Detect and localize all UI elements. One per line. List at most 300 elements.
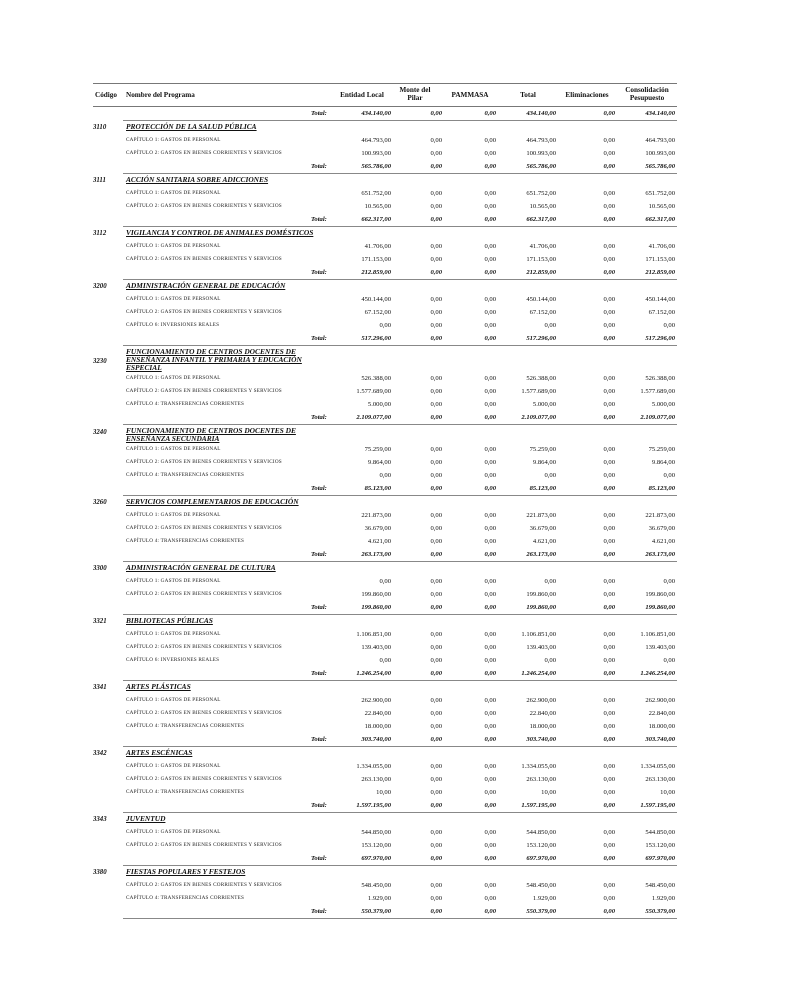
total-value: 651.752,00 xyxy=(526,190,556,197)
entidad-local-value: 199.860,00 xyxy=(361,604,391,611)
pammasa-value: 0,00 xyxy=(484,525,496,532)
chapter-label: CAPÍTULO 1: GASTOS DE PERSONAL xyxy=(126,578,221,584)
entidad-local-value: 221.873,00 xyxy=(361,512,391,519)
consolidacion-value: 171.153,00 xyxy=(645,256,675,263)
consolidacion-value: 221.873,00 xyxy=(645,512,675,519)
entidad-local-value: 10.565,00 xyxy=(364,203,391,210)
entidad-local-value: 526.388,00 xyxy=(361,375,391,382)
total-value: 100.993,00 xyxy=(526,150,556,157)
program-total-row xyxy=(123,667,677,680)
pammasa-value: 0,00 xyxy=(484,309,496,316)
entidad-local-value: 697.970,00 xyxy=(361,855,391,862)
program-code: 3200 xyxy=(93,283,107,290)
consolidacion-value: 2.109.077,00 xyxy=(640,414,675,421)
total-value: 548.450,00 xyxy=(526,882,556,889)
chapter-row xyxy=(123,628,677,641)
eliminaciones-value: 0,00 xyxy=(603,110,615,117)
program-code: 3230 xyxy=(93,358,107,365)
entidad-local-value: 517.296,00 xyxy=(361,335,391,342)
program-name: ACCIÓN SANITARIA SOBRE ADICCIONES xyxy=(126,175,269,184)
total-value: 199.860,00 xyxy=(526,604,556,611)
eliminaciones-value: 0,00 xyxy=(603,472,615,479)
chapter-row xyxy=(123,786,677,799)
entidad-local-value: 1.334.055,00 xyxy=(356,763,391,770)
eliminaciones-value: 0,00 xyxy=(603,163,615,170)
total-value: 544.850,00 xyxy=(526,829,556,836)
chapter-label: CAPÍTULO 2: GASTOS EN BIENES CORRIENTES Y SERVICIOS xyxy=(126,644,282,650)
program-name: VIGILANCIA Y CONTROL DE ANIMALES DOMÉSTICOS xyxy=(126,228,314,237)
eliminaciones-value: 0,00 xyxy=(603,631,615,638)
entidad-local-value: 139.403,00 xyxy=(361,644,391,651)
total-value: 1.929,00 xyxy=(532,895,556,902)
chapter-row xyxy=(123,306,677,319)
table-header xyxy=(93,83,677,107)
pammasa-value: 0,00 xyxy=(484,631,496,638)
program-section xyxy=(93,812,677,865)
consolidacion-value: 548.450,00 xyxy=(645,882,675,889)
monte-pilar-value: 0,00 xyxy=(430,763,442,770)
consolidacion-value: 263.173,00 xyxy=(645,551,675,558)
eliminaciones-value: 0,00 xyxy=(603,296,615,303)
pammasa-value: 0,00 xyxy=(484,723,496,730)
program-name: BIBLIOTECAS PÚBLICAS xyxy=(126,616,213,625)
consolidacion-value: 0,00 xyxy=(663,657,675,664)
chapter-label: CAPÍTULO 2: GASTOS EN BIENES CORRIENTES Y SERVICIOS xyxy=(126,525,282,531)
program-header xyxy=(93,227,677,240)
consolidacion-value: 10.565,00 xyxy=(648,203,675,210)
program-code: 3341 xyxy=(93,684,107,691)
total-value: 139.403,00 xyxy=(526,644,556,651)
eliminaciones-value: 0,00 xyxy=(603,723,615,730)
consolidacion-value: 450.144,00 xyxy=(645,296,675,303)
total-label: Total: xyxy=(311,110,327,117)
chapter-row xyxy=(123,641,677,654)
programs-list xyxy=(93,120,677,919)
pammasa-value: 0,00 xyxy=(484,296,496,303)
program-total-row xyxy=(123,411,677,424)
program-section xyxy=(93,345,677,424)
eliminaciones-value: 0,00 xyxy=(603,855,615,862)
monte-pilar-value: 0,00 xyxy=(430,631,442,638)
consolidacion-value: 697.970,00 xyxy=(645,855,675,862)
total-value: 10,00 xyxy=(541,789,556,796)
monte-pilar-value: 0,00 xyxy=(430,829,442,836)
program-header xyxy=(93,280,677,293)
pammasa-value: 0,00 xyxy=(484,710,496,717)
total-value: 212.859,00 xyxy=(526,269,556,276)
header-eliminaciones: Eliminaciones xyxy=(565,91,609,99)
eliminaciones-value: 0,00 xyxy=(603,512,615,519)
entidad-local-value: 2.109.077,00 xyxy=(356,414,391,421)
eliminaciones-value: 0,00 xyxy=(603,335,615,342)
consolidacion-value: 1.246.254,00 xyxy=(640,670,675,677)
consolidacion-value: 0,00 xyxy=(663,322,675,329)
pammasa-value: 0,00 xyxy=(484,163,496,170)
chapter-label: CAPÍTULO 2: GASTOS EN BIENES CORRIENTES Y SERVICIOS xyxy=(126,309,282,315)
program-header xyxy=(93,681,677,694)
pammasa-value: 0,00 xyxy=(484,895,496,902)
program-header xyxy=(93,866,677,879)
eliminaciones-value: 0,00 xyxy=(603,446,615,453)
consolidacion-value: 5.000,00 xyxy=(651,401,675,408)
pammasa-value: 0,00 xyxy=(484,446,496,453)
entidad-local-value: 544.850,00 xyxy=(361,829,391,836)
entidad-local-value: 0,00 xyxy=(379,472,391,479)
chapter-label: CAPÍTULO 4: TRANSFERENCIAS CORRIENTES xyxy=(126,895,245,901)
pammasa-value: 0,00 xyxy=(484,591,496,598)
total-value: 450.144,00 xyxy=(526,296,556,303)
program-code: 3300 xyxy=(93,565,107,572)
program-section xyxy=(93,680,677,746)
program-name: ADMINISTRACIÓN GENERAL DE CULTURA xyxy=(126,563,276,572)
pammasa-value: 0,00 xyxy=(484,375,496,382)
budget-report xyxy=(93,83,677,919)
chapter-row xyxy=(123,456,677,469)
entidad-local-value: 263.173,00 xyxy=(361,551,391,558)
entidad-local-value: 100.993,00 xyxy=(361,150,391,157)
entidad-local-value: 303.740,00 xyxy=(361,736,391,743)
chapter-row xyxy=(123,879,677,892)
eliminaciones-value: 0,00 xyxy=(603,538,615,545)
chapter-label: CAPÍTULO 1: GASTOS DE PERSONAL xyxy=(126,763,221,769)
total-value: 517.296,00 xyxy=(526,335,556,342)
chapter-label: CAPÍTULO 1: GASTOS DE PERSONAL xyxy=(126,829,221,835)
consolidacion-value: 651.752,00 xyxy=(645,190,675,197)
program-name: ARTES PLÁSTICAS xyxy=(126,682,191,691)
total-value: 36.679,00 xyxy=(529,525,556,532)
monte-pilar-value: 0,00 xyxy=(430,551,442,558)
chapter-row xyxy=(123,509,677,522)
chapter-label: CAPÍTULO 1: GASTOS DE PERSONAL xyxy=(126,512,221,518)
eliminaciones-value: 0,00 xyxy=(603,776,615,783)
program-code: 3110 xyxy=(93,124,107,131)
pammasa-value: 0,00 xyxy=(484,414,496,421)
total-label: Total: xyxy=(311,855,327,862)
pammasa-value: 0,00 xyxy=(484,882,496,889)
pammasa-value: 0,00 xyxy=(484,512,496,519)
chapter-row xyxy=(123,134,677,147)
total-value: 0,00 xyxy=(544,322,556,329)
chapter-label: CAPÍTULO 2: GASTOS EN BIENES CORRIENTES Y SERVICIOS xyxy=(126,776,282,782)
total-label: Total: xyxy=(311,216,327,223)
entidad-local-value: 5.000,00 xyxy=(367,401,391,408)
total-value: 464.793,00 xyxy=(526,137,556,144)
header-program-name: Nombre del Programa xyxy=(126,91,195,99)
program-name: FUNCIONAMIENTO DE CENTROS DOCENTES DE ENSEÑANZA INFANTIL Y PRIMARIA Y EDUCACIÓN ESPECIAL xyxy=(126,347,302,372)
program-code: 3343 xyxy=(93,816,107,823)
total-value: 85.123,00 xyxy=(529,485,556,492)
program-total-row xyxy=(123,905,677,918)
monte-pilar-value: 0,00 xyxy=(430,269,442,276)
eliminaciones-value: 0,00 xyxy=(603,710,615,717)
header-entidad-local: Entidad Local xyxy=(340,91,384,99)
consolidacion-value: 22.840,00 xyxy=(648,710,675,717)
consolidacion-value: 41.706,00 xyxy=(648,243,675,250)
program-total-row xyxy=(123,799,677,812)
chapter-label: CAPÍTULO 2: GASTOS EN BIENES CORRIENTES Y SERVICIOS xyxy=(126,591,282,597)
entidad-local-value: 565.786,00 xyxy=(361,163,391,170)
consolidacion-value: 262.900,00 xyxy=(645,697,675,704)
chapter-row xyxy=(123,720,677,733)
pammasa-value: 0,00 xyxy=(484,644,496,651)
eliminaciones-value: 0,00 xyxy=(603,190,615,197)
pammasa-value: 0,00 xyxy=(484,551,496,558)
program-code: 3112 xyxy=(93,230,107,237)
monte-pilar-value: 0,00 xyxy=(430,842,442,849)
pammasa-value: 0,00 xyxy=(484,776,496,783)
monte-pilar-value: 0,00 xyxy=(430,446,442,453)
chapter-label: CAPÍTULO 2: GASTOS EN BIENES CORRIENTES Y SERVICIOS xyxy=(126,150,282,156)
table-bottom-border xyxy=(123,918,677,919)
entidad-local-value: 0,00 xyxy=(379,322,391,329)
chapter-label: CAPÍTULO 1: GASTOS DE PERSONAL xyxy=(126,375,221,381)
monte-pilar-value: 0,00 xyxy=(430,525,442,532)
total-value: 2.109.077,00 xyxy=(521,414,556,421)
monte-pilar-value: 0,00 xyxy=(430,710,442,717)
program-header xyxy=(93,425,677,443)
monte-pilar-value: 0,00 xyxy=(430,459,442,466)
chapter-row xyxy=(123,253,677,266)
entidad-local-value: 1.106.851,00 xyxy=(356,631,391,638)
eliminaciones-value: 0,00 xyxy=(603,401,615,408)
program-total-row xyxy=(123,332,677,345)
entidad-local-value: 263.130,00 xyxy=(361,776,391,783)
monte-pilar-value: 0,00 xyxy=(430,697,442,704)
consolidacion-value: 1.597.195,00 xyxy=(640,802,675,809)
consolidacion-value: 18.000,00 xyxy=(648,723,675,730)
total-label: Total: xyxy=(311,604,327,611)
chapter-row xyxy=(123,200,677,213)
chapter-label: CAPÍTULO 1: GASTOS DE PERSONAL xyxy=(126,631,221,637)
pammasa-value: 0,00 xyxy=(484,243,496,250)
header-code: Código xyxy=(95,91,117,99)
entidad-local-value: 434.140,00 xyxy=(361,110,391,117)
program-name: PROTECCIÓN DE LA SALUD PÚBLICA xyxy=(126,122,257,131)
chapter-row xyxy=(123,147,677,160)
monte-pilar-value: 0,00 xyxy=(430,882,442,889)
pammasa-value: 0,00 xyxy=(484,604,496,611)
program-header xyxy=(93,346,677,372)
program-header xyxy=(93,615,677,628)
monte-pilar-value: 0,00 xyxy=(430,802,442,809)
pammasa-value: 0,00 xyxy=(484,829,496,836)
entidad-local-value: 212.859,00 xyxy=(361,269,391,276)
total-value: 550.379,00 xyxy=(526,908,556,915)
chapter-row xyxy=(123,760,677,773)
program-header xyxy=(93,121,677,134)
monte-pilar-value: 0,00 xyxy=(430,538,442,545)
entidad-local-value: 550.379,00 xyxy=(361,908,391,915)
total-value: 199.860,00 xyxy=(526,591,556,598)
total-value: 0,00 xyxy=(544,472,556,479)
monte-pilar-value: 0,00 xyxy=(430,776,442,783)
program-total-row xyxy=(123,213,677,226)
eliminaciones-value: 0,00 xyxy=(603,388,615,395)
total-value: 221.873,00 xyxy=(526,512,556,519)
pammasa-value: 0,00 xyxy=(484,216,496,223)
program-section xyxy=(93,746,677,812)
monte-pilar-value: 0,00 xyxy=(430,604,442,611)
consolidacion-value: 544.850,00 xyxy=(645,829,675,836)
carry-total-row xyxy=(93,107,677,120)
chapter-row xyxy=(123,240,677,253)
entidad-local-value: 9.864,00 xyxy=(367,459,391,466)
monte-pilar-value: 0,00 xyxy=(430,472,442,479)
entidad-local-value: 0,00 xyxy=(379,578,391,585)
eliminaciones-value: 0,00 xyxy=(603,309,615,316)
program-section xyxy=(93,120,677,173)
pammasa-value: 0,00 xyxy=(484,335,496,342)
eliminaciones-value: 0,00 xyxy=(603,551,615,558)
eliminaciones-value: 0,00 xyxy=(603,269,615,276)
header-monte-pilar: Monte del Pilar xyxy=(399,86,431,102)
program-total-row xyxy=(123,482,677,495)
chapter-label: CAPÍTULO 4: TRANSFERENCIAS CORRIENTES xyxy=(126,723,245,729)
total-value: 434.140,00 xyxy=(526,110,556,117)
entidad-local-value: 1.577.689,00 xyxy=(356,388,391,395)
eliminaciones-value: 0,00 xyxy=(603,578,615,585)
monte-pilar-value: 0,00 xyxy=(430,723,442,730)
eliminaciones-value: 0,00 xyxy=(603,829,615,836)
total-label: Total: xyxy=(311,670,327,677)
total-value: 9.864,00 xyxy=(532,459,556,466)
chapter-row xyxy=(123,398,677,411)
consolidacion-value: 464.793,00 xyxy=(645,137,675,144)
entidad-local-value: 67.152,00 xyxy=(364,309,391,316)
pammasa-value: 0,00 xyxy=(484,736,496,743)
monte-pilar-value: 0,00 xyxy=(430,216,442,223)
total-label: Total: xyxy=(311,908,327,915)
program-header xyxy=(93,813,677,826)
monte-pilar-value: 0,00 xyxy=(430,309,442,316)
program-total-row xyxy=(123,548,677,561)
monte-pilar-value: 0,00 xyxy=(430,110,442,117)
chapter-row xyxy=(123,826,677,839)
monte-pilar-value: 0,00 xyxy=(430,895,442,902)
program-code: 3111 xyxy=(93,177,106,184)
eliminaciones-value: 0,00 xyxy=(603,322,615,329)
pammasa-value: 0,00 xyxy=(484,472,496,479)
pammasa-value: 0,00 xyxy=(484,137,496,144)
consolidacion-value: 434.140,00 xyxy=(645,110,675,117)
monte-pilar-value: 0,00 xyxy=(430,644,442,651)
consolidacion-value: 1.106.851,00 xyxy=(640,631,675,638)
monte-pilar-value: 0,00 xyxy=(430,190,442,197)
eliminaciones-value: 0,00 xyxy=(603,485,615,492)
pammasa-value: 0,00 xyxy=(484,150,496,157)
chapter-label: CAPÍTULO 4: TRANSFERENCIAS CORRIENTES xyxy=(126,538,245,544)
eliminaciones-value: 0,00 xyxy=(603,216,615,223)
entidad-local-value: 464.793,00 xyxy=(361,137,391,144)
entidad-local-value: 171.153,00 xyxy=(361,256,391,263)
program-total-row xyxy=(123,733,677,746)
program-section xyxy=(93,173,677,226)
total-value: 0,00 xyxy=(544,657,556,664)
chapter-row xyxy=(123,319,677,332)
chapter-label: CAPÍTULO 6: INVERSIONES REALES xyxy=(126,657,220,663)
entidad-local-value: 1.597.195,00 xyxy=(356,802,391,809)
eliminaciones-value: 0,00 xyxy=(603,763,615,770)
program-name: JUVENTUD xyxy=(126,814,166,823)
consolidacion-value: 85.123,00 xyxy=(648,485,675,492)
program-section xyxy=(93,226,677,279)
consolidacion-value: 1.577.689,00 xyxy=(640,388,675,395)
chapter-label: CAPÍTULO 1: GASTOS DE PERSONAL xyxy=(126,296,221,302)
total-value: 67.152,00 xyxy=(529,309,556,316)
program-code: 3240 xyxy=(93,429,107,436)
eliminaciones-value: 0,00 xyxy=(603,908,615,915)
pammasa-value: 0,00 xyxy=(484,842,496,849)
pammasa-value: 0,00 xyxy=(484,203,496,210)
consolidacion-value: 36.679,00 xyxy=(648,525,675,532)
total-value: 303.740,00 xyxy=(526,736,556,743)
monte-pilar-value: 0,00 xyxy=(430,150,442,157)
entidad-local-value: 41.706,00 xyxy=(364,243,391,250)
program-code: 3380 xyxy=(93,869,107,876)
header-pammasa: PAMMASA xyxy=(451,91,489,99)
eliminaciones-value: 0,00 xyxy=(603,697,615,704)
chapter-row xyxy=(123,839,677,852)
chapter-row xyxy=(123,694,677,707)
consolidacion-value: 9.864,00 xyxy=(651,459,675,466)
eliminaciones-value: 0,00 xyxy=(603,150,615,157)
pammasa-value: 0,00 xyxy=(484,763,496,770)
pammasa-value: 0,00 xyxy=(484,855,496,862)
chapter-row xyxy=(123,707,677,720)
consolidacion-value: 0,00 xyxy=(663,472,675,479)
total-value: 4.621,00 xyxy=(532,538,556,545)
chapter-row xyxy=(123,892,677,905)
entidad-local-value: 10,00 xyxy=(376,789,391,796)
program-name: ARTES ESCÉNICAS xyxy=(126,748,193,757)
program-section xyxy=(93,561,677,614)
total-value: 22.840,00 xyxy=(529,710,556,717)
eliminaciones-value: 0,00 xyxy=(603,895,615,902)
program-section xyxy=(93,495,677,561)
program-header xyxy=(93,747,677,760)
program-total-row xyxy=(123,601,677,614)
eliminaciones-value: 0,00 xyxy=(603,670,615,677)
pammasa-value: 0,00 xyxy=(484,670,496,677)
pammasa-value: 0,00 xyxy=(484,401,496,408)
program-total-row xyxy=(123,160,677,173)
chapter-row xyxy=(123,588,677,601)
total-value: 263.173,00 xyxy=(526,551,556,558)
chapter-label: CAPÍTULO 4: TRANSFERENCIAS CORRIENTES xyxy=(126,401,245,407)
consolidacion-value: 199.860,00 xyxy=(645,591,675,598)
total-value: 5.000,00 xyxy=(532,401,556,408)
total-value: 18.000,00 xyxy=(529,723,556,730)
program-total-row xyxy=(123,266,677,279)
chapter-label: CAPÍTULO 2: GASTOS EN BIENES CORRIENTES Y SERVICIOS xyxy=(126,882,282,888)
total-label: Total: xyxy=(311,269,327,276)
total-value: 526.388,00 xyxy=(526,375,556,382)
entidad-local-value: 18.000,00 xyxy=(364,723,391,730)
monte-pilar-value: 0,00 xyxy=(430,670,442,677)
total-label: Total: xyxy=(311,551,327,558)
chapter-label: CAPÍTULO 2: GASTOS EN BIENES CORRIENTES Y SERVICIOS xyxy=(126,459,282,465)
eliminaciones-value: 0,00 xyxy=(603,604,615,611)
pammasa-value: 0,00 xyxy=(484,538,496,545)
consolidacion-value: 67.152,00 xyxy=(648,309,675,316)
consolidacion-value: 565.786,00 xyxy=(645,163,675,170)
total-value: 1.106.851,00 xyxy=(521,631,556,638)
chapter-row xyxy=(123,187,677,200)
chapter-row xyxy=(123,293,677,306)
eliminaciones-value: 0,00 xyxy=(603,657,615,664)
monte-pilar-value: 0,00 xyxy=(430,137,442,144)
entidad-local-value: 36.679,00 xyxy=(364,525,391,532)
